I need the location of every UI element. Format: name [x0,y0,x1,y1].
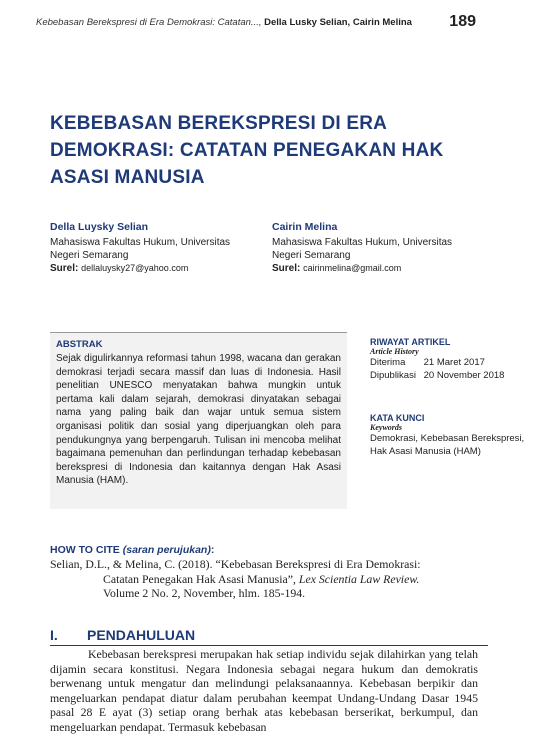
keywords-heading: KATA KUNCI [370,413,425,423]
abstract-heading: ABSTRAK [56,339,103,350]
section-title: PENDAHULUAN [87,627,196,643]
author-email-link[interactable]: dellaluysky27@yahoo.com [81,263,189,273]
how-to-cite-italic: (saran perujukan) [122,544,211,556]
author-affiliation: Negeri Semarang [272,250,351,261]
received-label: Diterima [370,357,406,368]
section-number: I. [50,627,58,643]
keywords [370,413,530,458]
email-label: Surel: [50,263,79,274]
published-date: 20 November 2018 [423,370,505,381]
abstract-box [50,332,347,509]
author-name: Cairin Melina [272,221,338,233]
how-to-cite-colon: : [210,544,215,556]
section-heading [50,627,195,643]
running-head-title: Kebebasan Berekspresi di Era Demokrasi: Catatan..., [36,17,262,28]
author-block-2 [272,221,487,275]
keywords-line: Hak Asasi Manusia (HAM) [370,446,481,457]
article-title: KEBEBASAN BEREKSPRESI DI ERA DEMOKRASI: CATATAN PENEGAKAN HAK ASASI MANUSIA [50,113,444,188]
citation-line-2 [50,572,482,587]
email-label: Surel: [272,263,301,274]
author-block-1 [50,221,265,275]
author-email-link[interactable]: cairinmelina@gmail.com [303,263,402,273]
citation [50,557,482,601]
keywords-subheading: Keywords [370,423,402,432]
author-affiliation: Mahasiswa Fakultas Hukum, Universitas [50,237,231,248]
section-body-text: Kebebasan berekspresi merupakan hak setiap individu sejak dilahirkan yang telah dijamin secara konstitusi. Negara Indonesia sebagai negara hukum dan demokratis berwenang untuk mengatur dan melindungi pelaksanaannya. Kebebasan berpikir dan mengeluarkan pendapat diatur dalam perubahan keempat Undang-Undang Dasar 1945 pasal 28 E ayat (3) setiap orang berhak atas kebebasan berserikat, berkumpul, dan mengeluarkan pendapat. Termasuk kebebasan [50,647,478,734]
citation-authors: Selian, D.L., & Melina, C. (2018). [50,557,213,571]
how-to-cite-label: HOW TO CITE [50,544,120,556]
article-history-heading: RIWAYAT ARTIKEL [370,337,451,347]
citation-volume: Volume 2 No. 2, November, hlm. 185-194. [103,586,306,600]
author-affiliation: Negeri Semarang [50,250,129,261]
author-affiliation: Mahasiswa Fakultas Hukum, Universitas [272,237,453,248]
citation-line-1 [50,557,482,572]
citation-title-cont: Catatan Penegakan Hak Asasi Manusia”, [103,571,296,586]
running-head [36,17,412,28]
running-head-authors: Della Lusky Selian, Cairin Melina [264,17,412,28]
author-email-row [50,262,265,275]
section-divider [50,645,488,646]
page-number: 189 [449,13,476,30]
how-to-cite-heading [50,544,214,556]
article-history-subheading: Article History [370,347,419,356]
keywords-line: Demokrasi, Kebebasan Berekspresi, [370,433,525,444]
abstract-text: Sejak digulirkannya reformasi tahun 1998, wacana dan gerakan demokrasi terjadi secara massif dan luas di Indonesia. Hasil penelitian UNESCO menyatakan bahwa mungkin untuk pertama kali dalam sejarah, demokrasi dinyatakan sebagai nama yang paling baik dan wajar untuk semua sistem organisasi politik dan sosial yang diperjuangkan oleh para pendukungnya yang berpengaruh. Tulisan ini mencoba melihat bagaimana pemenuhan dan perlindungan terhadap kebebasan berekspresi di Indonesia dan kaitannya dengan Hak Asasi Manusia (HAM). [56,353,341,487]
article-history [370,337,520,382]
author-name: Della Luysky Selian [50,221,149,233]
citation-title: “Kebebasan Berekspresi di Era Demokrasi: [215,557,421,571]
citation-journal: Lex Scientia Law Review. [298,571,420,586]
received-date: 21 Maret 2017 [423,357,485,368]
received-row [370,356,520,369]
author-email-row [272,262,487,275]
published-label: Dipublikasi [370,370,416,381]
published-row [370,369,520,382]
